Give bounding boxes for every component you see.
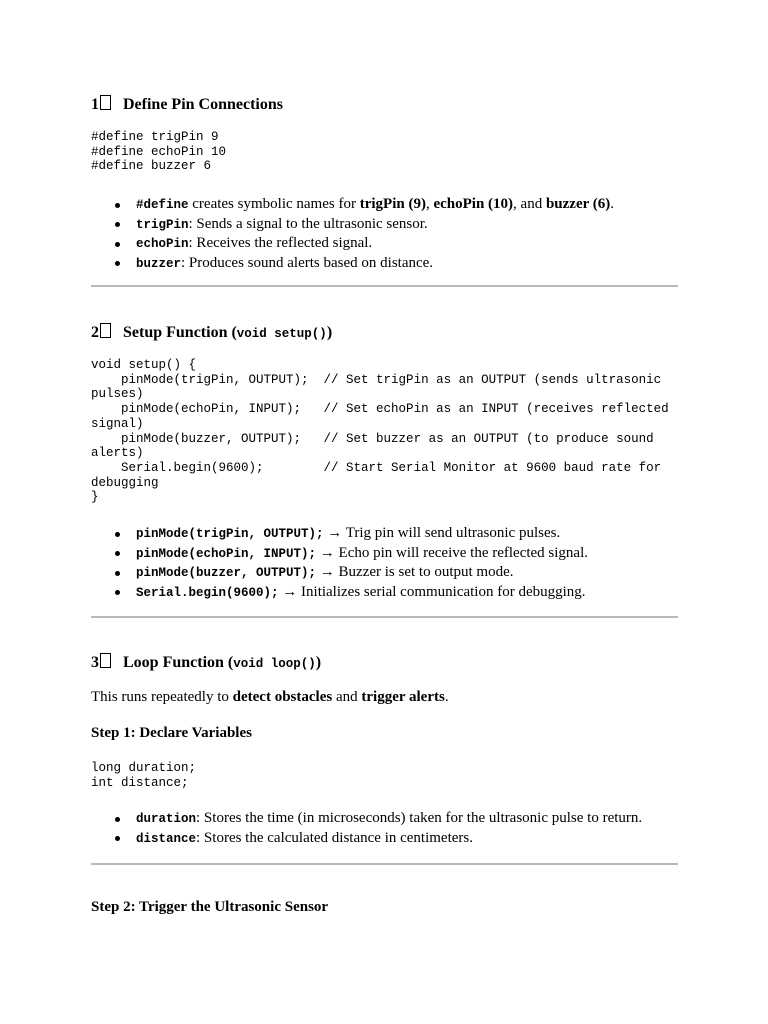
title-code: void loop() [233, 657, 316, 671]
item-text: → Trig pin will send ultrasonic pulses. [323, 525, 561, 541]
inline-code: duration [136, 812, 197, 826]
section-1 [91, 94, 678, 114]
item-text: : Stores the time (in microseconds) taken for the ultrasonic pulse to return. [196, 810, 643, 826]
section-number: 2 [91, 324, 99, 341]
step-2 [91, 899, 678, 916]
code-block: void setup() { pinMode(trigPin, OUTPUT); // Set trigPin as an OUTPUT (sends ultrasonic pulses) pinMode(echoPin, INPUT); // Set echoPin as an INPUT (receives reflected signal) pinMode(buzzer, OUTPUT); // Set buzzer as an OUTPUT (to produce sound alerts) Serial.begin(9600); // Start Serial Monitor at 9600 baud rate for debugging } [91, 358, 669, 505]
inline-code: #define [136, 198, 189, 212]
list-item [136, 524, 678, 544]
list-item [136, 583, 678, 603]
inline-code: buzzer [136, 256, 182, 271]
step-heading: Step 2: Trigger the Ultrasonic Sensor [91, 899, 329, 915]
list-item [136, 544, 678, 564]
section-title: Define Pin Connections [123, 96, 283, 113]
item-bold: trigPin (9) [359, 196, 426, 212]
section-number: 3 [91, 654, 99, 671]
inline-code: echoPin [136, 237, 189, 251]
section-3-code [91, 761, 678, 790]
bullet-list [91, 524, 678, 602]
section-2-bullets [91, 524, 678, 602]
list-item [136, 809, 678, 829]
section-title: Setup Function ( [123, 324, 237, 341]
keycap-emoji-icon [100, 323, 111, 338]
intro-bold: trigger alerts [361, 689, 445, 705]
list-item [136, 563, 678, 583]
intro-paragraph [91, 689, 678, 706]
section-3-intro [91, 689, 678, 706]
code-block: long duration; int distance; [91, 761, 197, 790]
section-3-heading [91, 652, 678, 672]
item-text: → Initializes serial communication for debugging. [278, 583, 586, 600]
item-text: . [610, 196, 614, 212]
section-3-bullets [91, 809, 678, 848]
title-end: ) [315, 654, 322, 671]
list-item [136, 195, 678, 215]
item-text: : Produces sound alerts based on distance. [181, 254, 434, 271]
section-2-heading [91, 322, 678, 342]
item-bold: echoPin (10) [433, 196, 514, 212]
intro-text: This runs repeatedly to [91, 689, 233, 705]
section-title: Loop Function ( [123, 654, 234, 671]
list-item [136, 215, 678, 235]
section-1-bullets [91, 195, 678, 273]
list-item [136, 254, 678, 274]
title-code: void setup() [236, 327, 327, 341]
section-1-heading [91, 94, 678, 114]
item-text: : Sends a signal to the ultrasonic sensor. [188, 215, 428, 232]
inline-code: pinMode(echoPin, INPUT); [136, 546, 317, 561]
item-bold: buzzer (6) [545, 196, 611, 212]
item-text: → Echo pin will receive the reflected signal. [316, 544, 589, 561]
section-1-code [91, 130, 678, 174]
bullet-list [91, 809, 678, 848]
bullet-list [91, 195, 678, 273]
item-text: creates symbolic names for [188, 196, 360, 212]
inline-code: pinMode(trigPin, OUTPUT); [136, 527, 324, 541]
item-text: : Receives the reflected signal. [188, 235, 373, 251]
inline-code: distance [136, 831, 197, 846]
section-number: 1 [91, 96, 99, 113]
section-divider [91, 616, 678, 618]
intro-text: and [332, 689, 362, 705]
intro-text: . [444, 689, 449, 705]
item-text: , [425, 196, 434, 212]
item-text: : Stores the calculated distance in centimeters. [196, 829, 473, 846]
list-item [136, 829, 678, 849]
inline-code: Serial.begin(9600); [136, 585, 279, 600]
section-2-code [91, 358, 678, 505]
section-3 [91, 652, 678, 672]
section-divider [91, 285, 678, 287]
intro-bold: detect obstacles [232, 689, 333, 705]
item-text: → Buzzer is set to output mode. [316, 564, 514, 580]
keycap-emoji-icon [100, 653, 111, 668]
step-heading: Step 1: Declare Variables [91, 725, 252, 741]
title-end: ) [326, 324, 333, 341]
section-divider [91, 863, 678, 865]
section-2 [91, 322, 678, 342]
step-1 [91, 725, 678, 742]
code-block: #define trigPin 9 #define echoPin 10 #define buzzer 6 [91, 130, 227, 174]
keycap-emoji-icon [100, 95, 111, 110]
item-text: , and [513, 196, 546, 212]
list-item [136, 234, 678, 254]
inline-code: pinMode(buzzer, OUTPUT); [136, 566, 317, 580]
inline-code: trigPin [136, 217, 189, 232]
